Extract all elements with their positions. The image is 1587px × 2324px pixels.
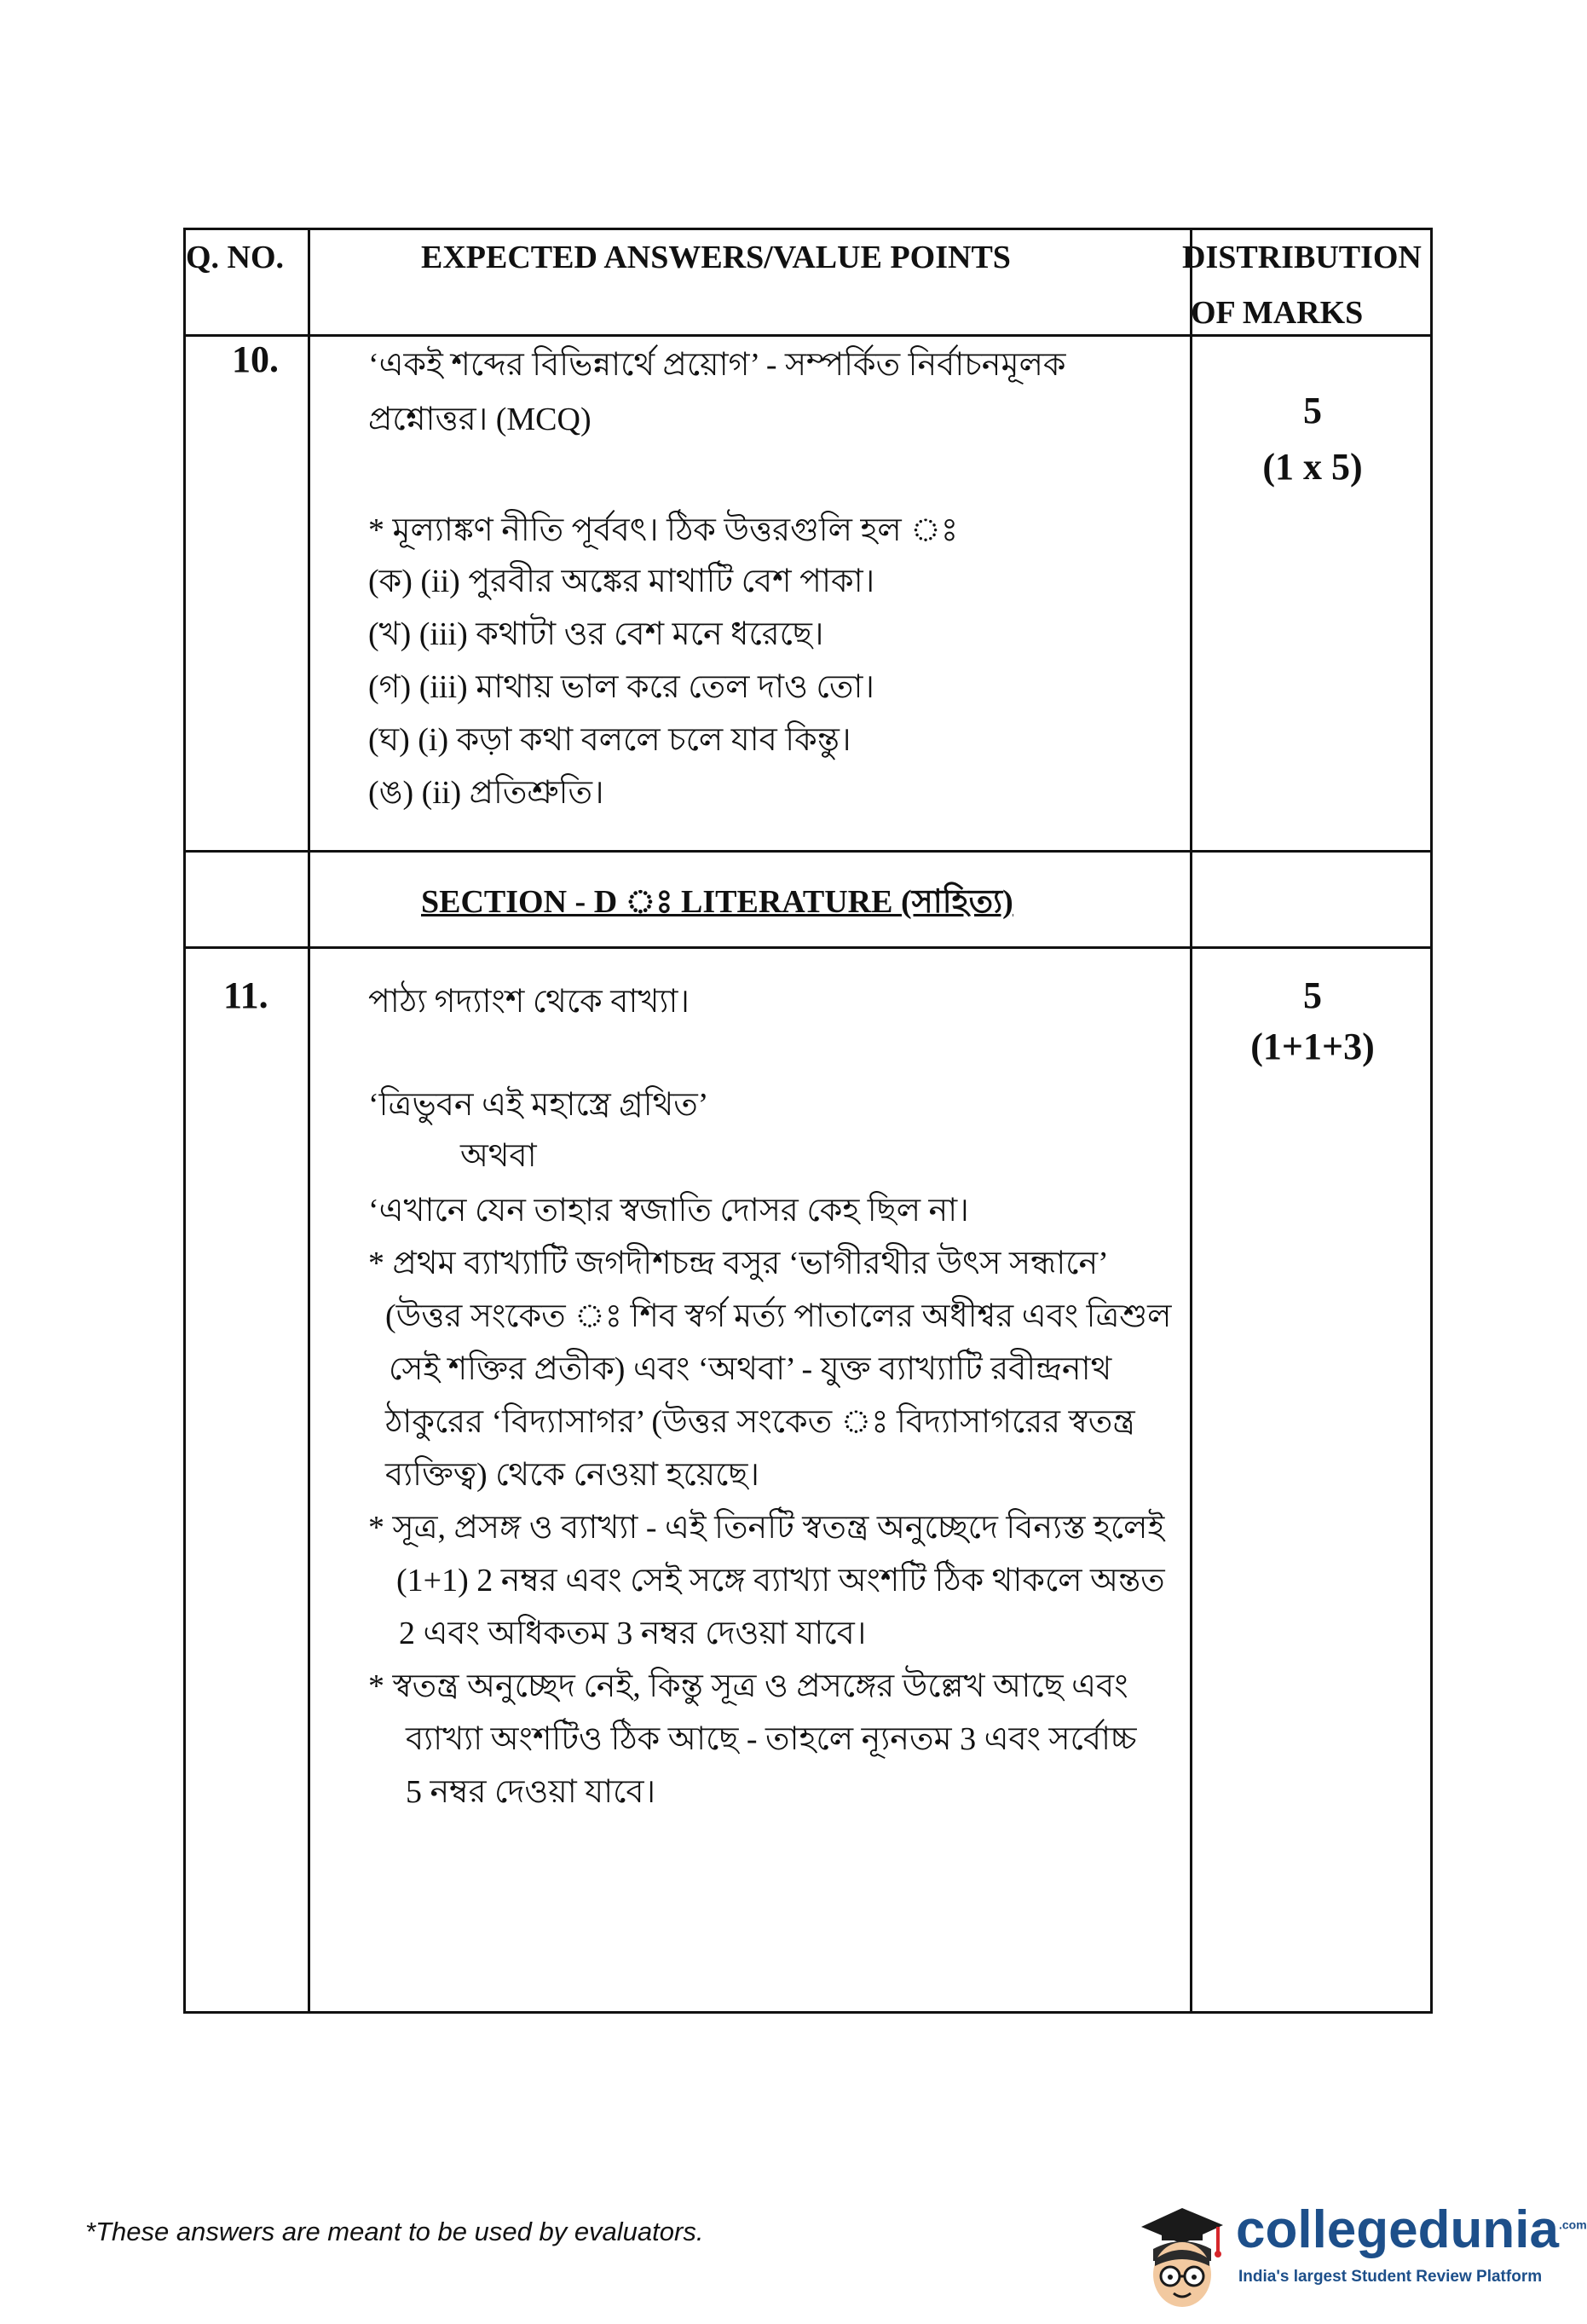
- header-qno: Q. NO.: [186, 240, 285, 275]
- logo-brand: collegedunia: [1236, 2200, 1559, 2259]
- q11-line: (উত্তর সংকেত ঃ শিব স্বর্গ মর্ত্য পাতালের অধীশ্বর এবং ত্রিশুল: [385, 1298, 1172, 1334]
- header-marks-line1: DISTRIBUTION: [1182, 240, 1422, 275]
- q10-marks: 5: [1303, 390, 1322, 431]
- q10-marks-detail: (1 x 5): [1262, 446, 1363, 488]
- q10-number: 10.: [232, 338, 279, 380]
- header-bottom-border: [183, 334, 1433, 337]
- q11-line: ঠাকুরের ‘বিদ্যাসাগর’ (উত্তর সংকেত ঃ বিদ্যাসাগরের স্বতন্ত্র: [385, 1404, 1135, 1440]
- q11-line: ব্যাখ্যা অংশটিও ঠিক আছে - তাহলে ন্যূনতম 3 এবং সর্বোচ্চ: [406, 1721, 1137, 1757]
- table-bottom-border: [183, 2011, 1433, 2014]
- logo-tagline: India's largest Student Review Platform: [1238, 2268, 1543, 2286]
- header-answers: EXPECTED ANSWERS/VALUE POINTS: [421, 240, 1011, 275]
- qno-column-divider: [308, 228, 310, 2014]
- evaluator-note: *These answers are meant to be used by evaluators.: [85, 2217, 704, 2246]
- q11-marks-detail: (1+1+3): [1250, 1026, 1375, 1067]
- q10-line: (ঙ) (ii) প্রতিশ্রুতি।: [368, 775, 604, 811]
- marks-column-divider: [1190, 228, 1192, 2014]
- logo-wordmark: [1236, 2200, 1587, 2260]
- q10-line: ‘একই শব্দের বিভিন্নার্থে প্রয়োগ’ - সম্পর্কিত নির্বাচনমূলক: [368, 347, 1066, 383]
- q10-line: * মূল্যাঙ্কণ নীতি পূর্ববৎ। ঠিক উত্তরগুলি হল ঃ: [368, 512, 959, 548]
- table-top-border: [183, 228, 1433, 230]
- q11-line: * প্রথম ব্যাখ্যাটি জগদীশচন্দ্র বসুর ‘ভাগীরথীর উৎস সন্ধানে’: [368, 1246, 1109, 1281]
- q11-line: * সূত্র, প্রসঙ্গ ও ব্যাখ্যা - এই তিনটি স্বতন্ত্র অনুচ্ছেদে বিন্যস্ত হলেই: [368, 1510, 1165, 1546]
- collegedunia-logo[interactable]: [1129, 2200, 1587, 2319]
- logo-com-suffix: .com: [1558, 2217, 1587, 2232]
- section-bottom-border: [183, 946, 1433, 949]
- table-right-border: [1430, 228, 1433, 2014]
- q10-line: (ঘ) (i) কড়া কথা বললে চলে যাব কিন্তু।: [368, 722, 851, 758]
- q11-line: পাঠ্য গদ্যাংশ থেকে বাখ্যা।: [368, 984, 690, 1020]
- q10-line: (ক) (ii) পুরবীর অঙ্কের মাথাটি বেশ পাকা।: [368, 564, 875, 599]
- q11-marks: 5: [1303, 974, 1322, 1016]
- header-marks-line2: OF MARKS: [1191, 295, 1364, 331]
- table-left-border: [183, 228, 186, 2014]
- q10-line: (খ) (iii) কথাটা ওর বেশ মনে ধরেছে।: [368, 616, 824, 652]
- q11-line: সেই শক্তির প্রতীক) এবং ‘অথবা’ - যুক্ত ব্যাখ্যাটি রবীন্দ্রনাথ: [389, 1351, 1112, 1387]
- q11-line: (1+1) 2 নম্বর এবং সেই সঙ্গে ব্যাখ্যা অংশটি ঠিক থাকলে অন্তত: [396, 1563, 1165, 1598]
- q10-bottom-border: [183, 850, 1433, 853]
- q11-line: * স্বতন্ত্র অনুচ্ছেদ নেই, কিন্তু সূত্র ও প্রসঙ্গের উল্লেখ আছে এবং: [368, 1668, 1128, 1704]
- q10-line: (গ) (iii) মাথায় ভাল করে তেল দাও তো।: [368, 669, 874, 705]
- section-d-heading: SECTION - D ঃ LITERATURE (সাহিত্য): [421, 884, 1013, 920]
- q11-line: ব্যক্তিত্ব) থেকে নেওয়া হয়েছে।: [385, 1457, 759, 1493]
- q11-number: 11.: [223, 974, 268, 1016]
- student-mascot-icon: [1129, 2200, 1232, 2319]
- q11-line: 2 এবং অধিকতম 3 নম্বর দেওয়া যাবে।: [399, 1616, 867, 1651]
- q10-line: প্রশ্নোত্তর। (MCQ): [368, 402, 592, 437]
- q11-line: 5 নম্বর দেওয়া যাবে।: [406, 1774, 656, 1810]
- q11-line: অথবা: [460, 1138, 537, 1174]
- q11-line: ‘ত্রিভুবন এই মহাস্ত্রে গ্রথিত’: [368, 1087, 709, 1123]
- q11-line: ‘এখানে যেন তাহার স্বজাতি দোসর কেহ ছিল না।: [368, 1193, 969, 1228]
